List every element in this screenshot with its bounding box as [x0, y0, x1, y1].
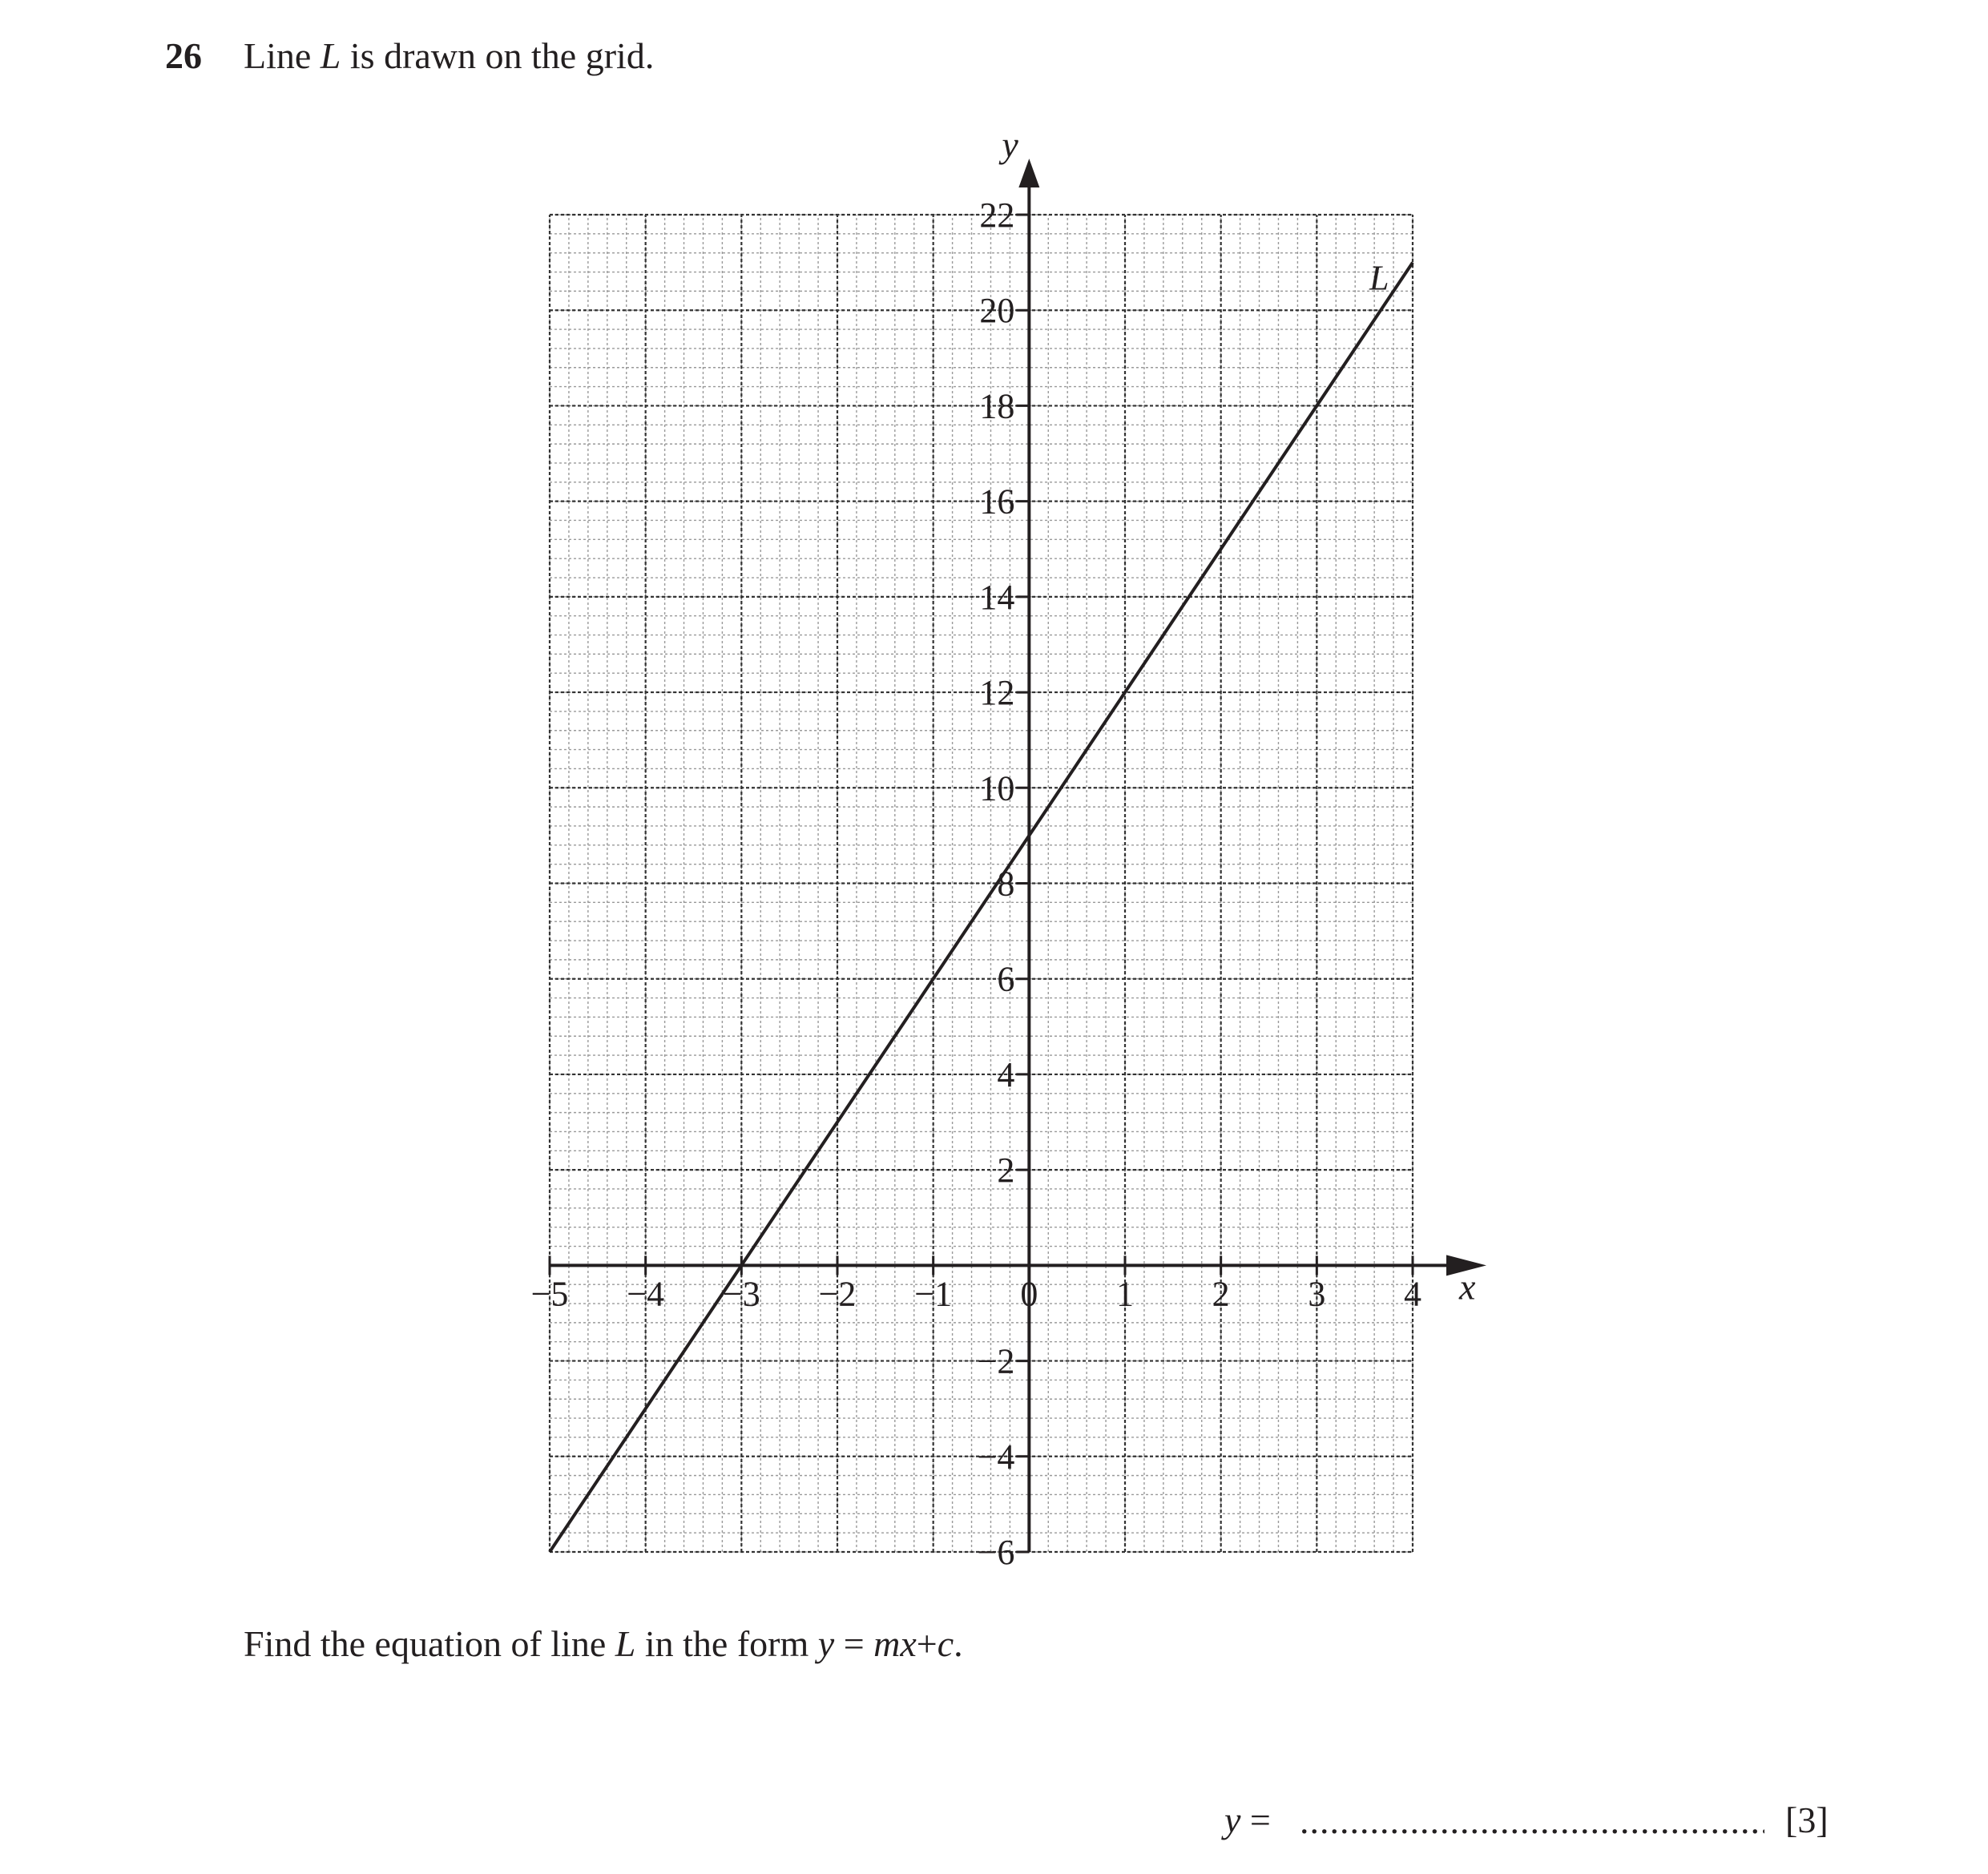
formula-plus: + — [916, 1623, 938, 1664]
instruction-text — [244, 1620, 963, 1668]
y-tick-label: 2 — [997, 1151, 1015, 1191]
axis-tick-labels — [531, 124, 1476, 1572]
x-tick-label: −5 — [530, 1274, 569, 1314]
x-tick-label: −2 — [818, 1274, 857, 1314]
answer-label-var: y — [1224, 1799, 1241, 1840]
answer-label-equals: = — [1240, 1799, 1271, 1840]
y-tick-label: 4 — [997, 1054, 1015, 1094]
y-tick-label: −2 — [977, 1341, 1015, 1381]
formula-mx: mx — [873, 1623, 917, 1664]
formula-equals: = — [834, 1623, 874, 1664]
y-tick-label: 6 — [997, 959, 1015, 999]
y-tick-label: 14 — [979, 577, 1015, 617]
x-tick-label: −4 — [627, 1274, 665, 1314]
y-tick-label: 12 — [979, 673, 1015, 713]
y-tick-label: 10 — [979, 768, 1015, 808]
formula-y: y — [817, 1623, 835, 1664]
answer-label — [1224, 1796, 1271, 1844]
question-text-end: is drawn on the grid. — [341, 35, 655, 76]
question-text-start: Line — [244, 35, 321, 76]
y-tick-label: −4 — [977, 1437, 1015, 1477]
y-tick-label: 18 — [979, 386, 1015, 426]
x-tick-label: 4 — [1404, 1274, 1421, 1314]
formula — [818, 1623, 954, 1664]
y-tick-label: 22 — [979, 195, 1015, 235]
y-tick-label: 8 — [997, 864, 1015, 904]
line-l-label: L — [1369, 258, 1389, 298]
question-number: 26 — [165, 35, 202, 76]
instruction-line-name: L — [615, 1623, 636, 1664]
instruction-text-middle: in the form — [635, 1623, 818, 1664]
question-line-name: L — [320, 35, 341, 76]
instruction-text-start: Find the equation of line — [244, 1623, 615, 1664]
x-tick-label: 1 — [1116, 1274, 1134, 1314]
answer-input[interactable] — [1300, 1796, 1764, 1844]
y-tick-label: 20 — [979, 291, 1015, 331]
x-tick-label: 3 — [1308, 1274, 1326, 1314]
y-axis-arrowhead — [1018, 159, 1039, 187]
x-tick-label: −1 — [914, 1274, 953, 1314]
y-tick-label: 16 — [979, 482, 1015, 522]
x-tick-label: 0 — [1020, 1274, 1038, 1314]
y-axis-label: y — [1002, 124, 1018, 165]
x-tick-label: −3 — [722, 1274, 760, 1314]
formula-c: c — [937, 1623, 954, 1664]
marks-label: [3] — [1785, 1799, 1829, 1840]
y-tick-label: −6 — [977, 1533, 1015, 1572]
x-tick-label: 2 — [1212, 1274, 1230, 1314]
x-axis-label: x — [1459, 1266, 1476, 1308]
instruction-text-end: . — [954, 1623, 963, 1664]
